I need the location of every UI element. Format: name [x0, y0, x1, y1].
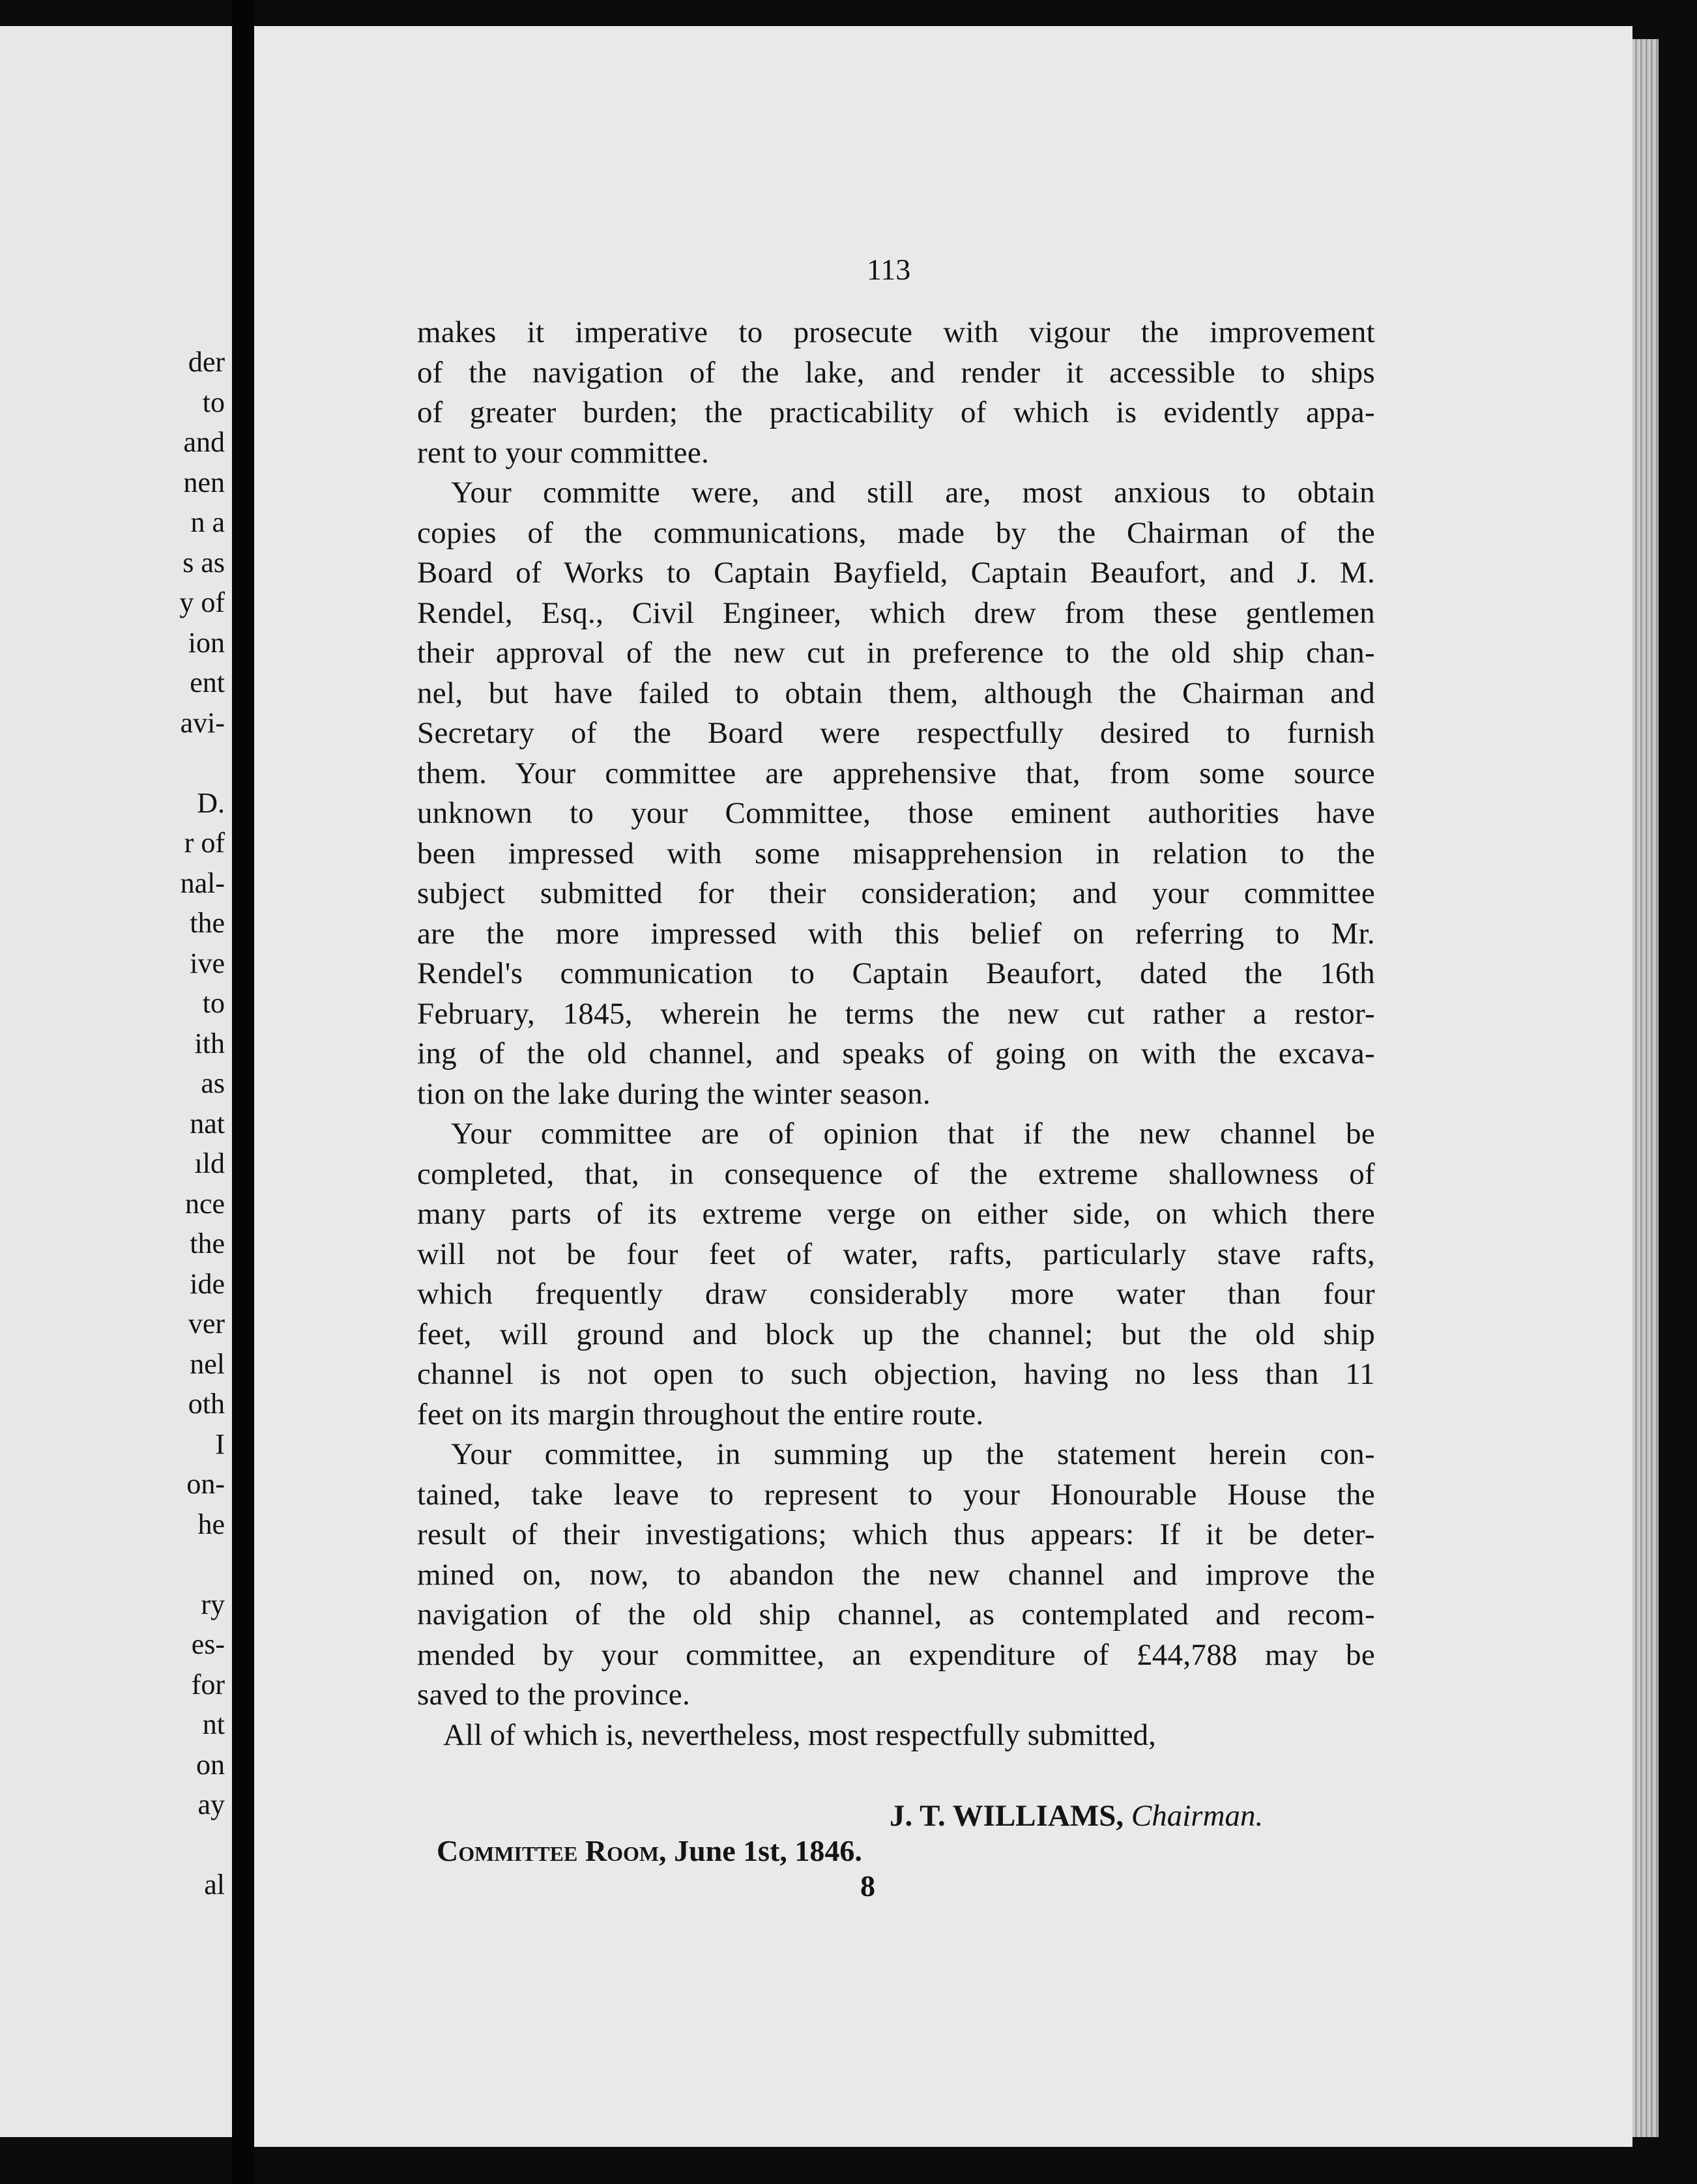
text-line: mended by your committee, an expenditure of £44,788 may be: [417, 1637, 1375, 1672]
signature-mark: 8: [860, 1869, 875, 1903]
text-line: tained, take leave to represent to your Honourable House the: [417, 1477, 1375, 1512]
left-page-fragment: ith: [194, 1027, 225, 1059]
left-page-fragment: nat: [190, 1107, 225, 1140]
signatory-role: Chairman.: [1131, 1799, 1264, 1833]
left-page-fragment: nt: [202, 1708, 225, 1740]
left-page-fragment: ry: [201, 1588, 225, 1620]
committee-room-date: June 1st, 1846.: [674, 1834, 862, 1867]
text-line: completed, that, in consequence of the extreme shallowness of: [417, 1157, 1375, 1191]
text-line: them. Your committee are apprehensive that, from some source: [417, 756, 1375, 790]
text-line: Rendel, Esq., Civil Engineer, which drew from these gentlemen: [417, 596, 1375, 630]
text-line: their approval of the new cut in preference to the old ship chan-: [417, 636, 1375, 670]
left-page-fragment: oth: [188, 1388, 225, 1420]
left-page-fragment: nal-: [180, 867, 225, 899]
text-line: Rendel's communication to Captain Beaufort, dated the 16th: [417, 956, 1375, 990]
left-page-fragment: the: [190, 907, 225, 939]
left-page-fragment: s as: [182, 546, 225, 579]
text-line: copies of the communications, made by the Chairman of the: [417, 515, 1375, 550]
left-page-fragment: he: [197, 1508, 225, 1540]
text-line: makes it imperative to prosecute with vigour the improvement: [417, 315, 1375, 349]
page-number: 113: [867, 253, 911, 286]
left-page-fragment: ay: [197, 1789, 225, 1820]
text-line: will not be four feet of water, rafts, particularly stave rafts,: [417, 1237, 1375, 1271]
left-page-fragment: ver: [188, 1308, 225, 1340]
paragraph-1: [417, 313, 1375, 473]
paragraph-2: [417, 473, 1375, 1114]
text-line: Your committee are of opinion that if the new channel be: [451, 1117, 1375, 1151]
committee-room-dateline: [437, 1833, 862, 1868]
closing-line: All of which is, nevertheless, most respectfully submitted,: [443, 1718, 1156, 1752]
text-line: saved to the province.: [417, 1678, 691, 1712]
text-line: are the more impressed with this belief on referring to Mr.: [417, 916, 1375, 951]
left-page-fragment: ıld: [194, 1147, 225, 1179]
left-page-fragment: ion: [188, 626, 225, 659]
text-line: unknown to your Committee, those eminent authorities have: [417, 796, 1375, 830]
text-line: tion on the lake during the winter season.: [417, 1076, 931, 1111]
left-page-fragment: D.: [197, 786, 225, 819]
text-line: been impressed with some misapprehension in relation to the: [417, 836, 1375, 870]
text-line: Secretary of the Board were respectfully desired to furnish: [417, 716, 1375, 750]
text-line: feet on its margin throughout the entire route.: [417, 1397, 984, 1431]
text-line: mined on, now, to abandon the new channel and improve the: [417, 1557, 1375, 1592]
text-line: nel, but have failed to obtain them, although the Chairman and: [417, 676, 1375, 710]
left-page-fragment: [0, 743, 225, 783]
left-page-fragment: ide: [190, 1267, 225, 1300]
left-page-fragment: [0, 1825, 225, 1865]
page-edges: [1632, 39, 1659, 2137]
text-line: result of their investigations; which thus appears: If it be deter-: [417, 1517, 1375, 1551]
signatory-name: J. T. WILLIAMS,: [890, 1799, 1124, 1833]
left-page-fragment: al: [204, 1869, 225, 1901]
text-line: Your committe were, and still are, most anxious to obtain: [451, 476, 1375, 510]
text-line: which frequently draw considerably more water than four: [417, 1277, 1375, 1311]
left-page-fragment: to: [202, 987, 225, 1019]
left-page-fragment: I: [215, 1428, 225, 1460]
text-line: of greater burden; the practicability of which is evidently appa-: [417, 395, 1375, 429]
left-page-fragment: es-: [191, 1628, 225, 1660]
left-page-fragment: the: [190, 1228, 225, 1259]
body-text: [417, 313, 1375, 1716]
text-line: rent to your committee.: [417, 435, 710, 470]
left-page-fragment: nel: [190, 1347, 225, 1380]
text-line: subject submitted for their consideration; and your committee: [417, 876, 1375, 910]
left-page: [0, 26, 232, 2137]
left-page-fragment: r of: [184, 827, 225, 859]
left-page-fragment: ent: [190, 667, 225, 698]
text-line: Your committee, in summing up the statement herein con-: [451, 1437, 1375, 1471]
left-page-fragment: on: [196, 1748, 225, 1781]
text-line: ing of the old channel, and speaks of going on with the excava-: [417, 1037, 1375, 1070]
left-page-fragment: der: [188, 346, 225, 378]
left-page-fragment: on-: [186, 1468, 225, 1500]
left-page-text-fragments: [0, 342, 225, 1905]
book-spine: [232, 0, 254, 2184]
left-page-fragment: ive: [190, 947, 225, 979]
left-page-fragment: [0, 1544, 225, 1585]
left-page-fragment: and: [183, 426, 225, 458]
left-page-fragment: n a: [190, 506, 225, 538]
left-page-fragment: y of: [179, 586, 225, 618]
left-page-fragment: nen: [183, 466, 225, 498]
text-line: channel is not open to such objection, having no less than 11: [417, 1357, 1375, 1391]
left-page-fragment: nce: [184, 1187, 225, 1220]
text-line: of the navigation of the lake, and render it accessible to ships: [417, 355, 1375, 390]
left-page-fragment: avi-: [180, 706, 225, 739]
signature: [890, 1798, 1263, 1833]
paragraph-3: [417, 1114, 1375, 1435]
left-page-fragment: for: [191, 1668, 225, 1701]
left-page-fragment: as: [201, 1067, 225, 1099]
text-line: Board of Works to Captain Bayfield, Captain Beaufort, and J. M.: [417, 556, 1375, 590]
left-page-fragment: to: [202, 386, 225, 418]
committee-room-label: Committee Room,: [437, 1834, 667, 1867]
text-line: feet, will ground and block up the channel; but the old ship: [417, 1317, 1375, 1351]
text-line: February, 1845, wherein he terms the new cut rather a restor-: [417, 996, 1375, 1031]
text-line: navigation of the old ship channel, as contemplated and recom-: [417, 1598, 1375, 1631]
paragraph-4: [417, 1435, 1375, 1716]
text-line: many parts of its extreme verge on either side, on which there: [417, 1197, 1375, 1231]
